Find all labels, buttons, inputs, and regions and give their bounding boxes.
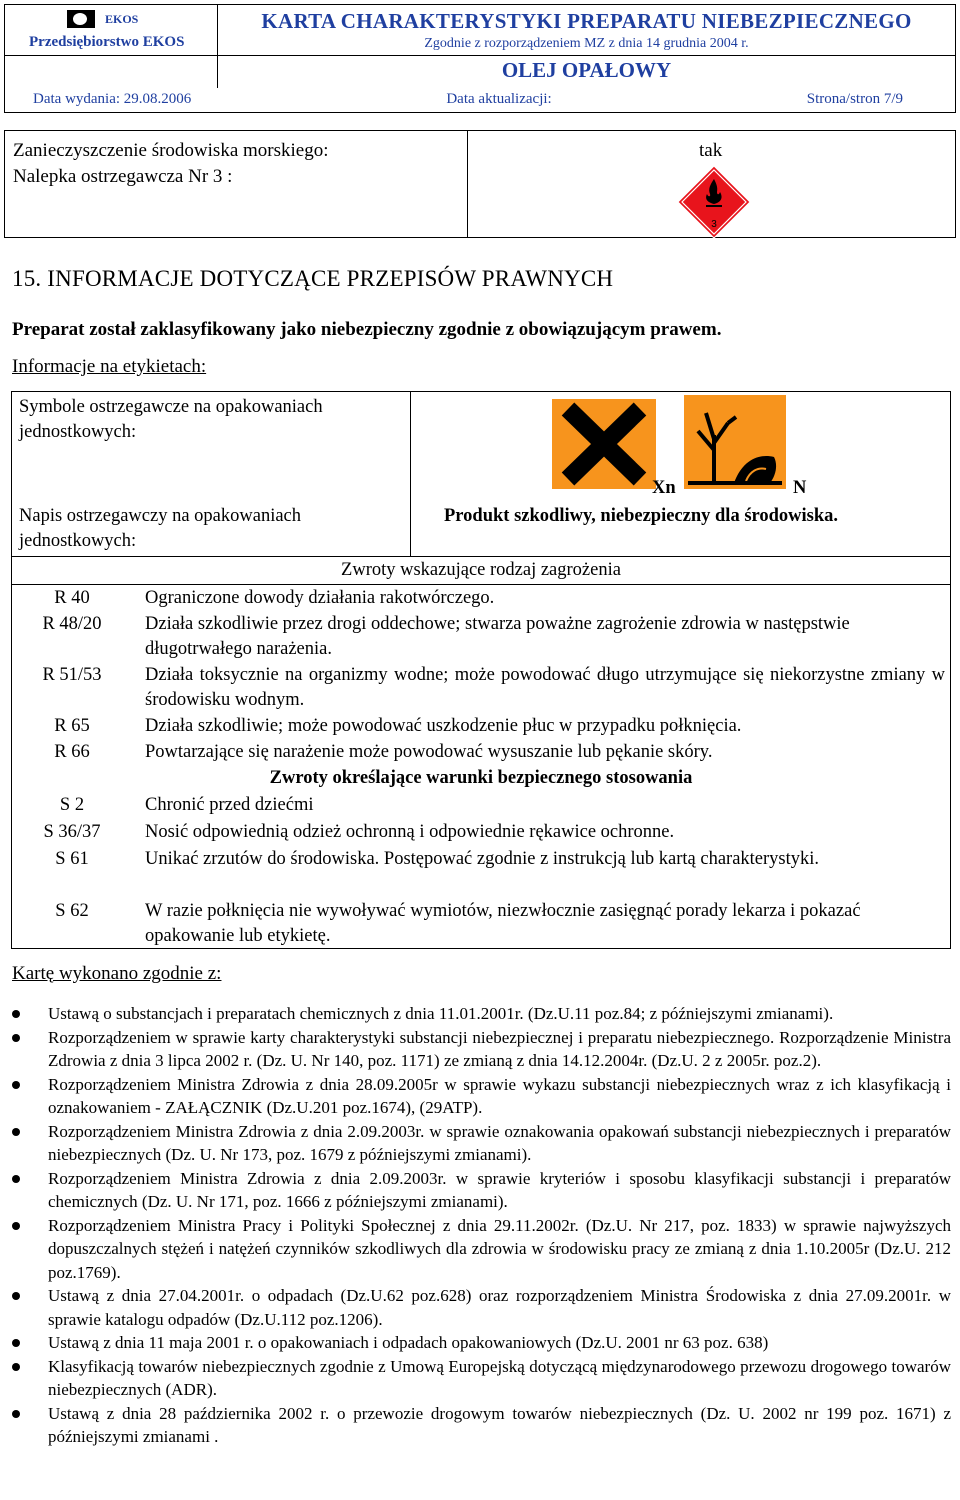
s-phrase-text: Chronić przed dziećmi — [145, 795, 314, 815]
s-phrase-code: S 61 — [55, 849, 89, 869]
issue-date: Data wydania: 29.08.2006 — [33, 91, 192, 108]
page-number: Strona/stron 7/9 — [806, 91, 903, 108]
logo-text: EKOS — [105, 12, 139, 26]
flammable-diamond-icon — [677, 165, 751, 239]
r-phrases-heading: Zwroty wskazujące rodzaj zagrożenia — [341, 560, 621, 580]
harmful-xn-icon — [552, 399, 656, 489]
marine-pollution-value: tak — [699, 140, 723, 161]
s-phrase-code: S 2 — [59, 795, 85, 815]
environment-n-icon — [684, 395, 786, 489]
r-phrase-text: Powtarzające się narażenie może powodować wysuszanie lub pękanie skóry. — [145, 742, 713, 762]
company-name: Przedsiębiorstwo EKOS — [29, 33, 185, 50]
document-subtitle: Zgodnie z rozporządzeniem MZ z dnia 14 grudnia 2004 r. — [424, 36, 749, 52]
list-item: Ustawą z dnia 11 maja 2001 r. o opakowaniach i odpadach opakowaniowych (Dz.U. 2001 nr 63 poz. 638) — [48, 1331, 951, 1355]
list-item: Rozporządzeniem w sprawie karty charakterystyki substancji niebezpiecznej i preparatu niebezpiecznego. Rozporządzenie Ministra Zdrowia z dnia 3 lipca 2002 r. (Dz. U. Nr 140, poz. 1171) ze zmianą z dnia 14.12.2004r. (Dz.U. 2 z 2005r. poz.2). — [48, 1026, 951, 1073]
section-heading: 15. INFORMACJE DOTYCZĄCE PRZEPISÓW PRAWNYCH — [12, 266, 614, 291]
symbols-label: Symbole ostrzegawcze na opakowaniach jednostkowych: — [19, 397, 323, 442]
r-phrase-text: Działa szkodliwie przez drogi oddechowe; stwarza poważne zagrożenie zdrowia w następstwie długotrwałego narażenia. — [145, 614, 850, 659]
update-date: Data aktualizacji: — [446, 91, 552, 108]
warning-text: Produkt szkodliwy, niebezpieczny dla środowiska. — [444, 506, 839, 526]
document-title: KARTA CHARAKTERYSTYKI PREPARATU NIEBEZPIECZNEGO — [261, 9, 912, 33]
s-phrase-text: Unikać zrzutów do środowiska. Postępować zgodnie z instrukcją lub kartą charakterystyki. — [145, 849, 820, 869]
r-phrase-text: Ograniczone dowody działania rakotwórczego. — [145, 588, 495, 608]
s-phrase-code: S 36/37 — [43, 822, 101, 842]
title-cell — [218, 5, 955, 55]
s-phrase-text: Nosić odpowiednią odzież ochronną i odpowiednie rękawice ochronne. — [145, 822, 675, 842]
r-phrase-code: R 66 — [54, 742, 90, 762]
marine-pollution-box — [4, 130, 956, 238]
labels-heading: Informacje na etykietach: — [12, 356, 207, 377]
list-item: Rozporządzeniem Ministra Zdrowia z dnia 2.09.2003r. w sprawie oznakowania opakowań substancji niebezpiecznych i preparatów niebezpiecznych (Dz. U. Nr 173, poz. 1679 z późniejszymi zmianami). — [48, 1120, 951, 1167]
s-phrases-heading: Zwroty określające warunki bezpiecznego stosowania — [269, 768, 693, 788]
list-item: Ustawą z dnia 28 października 2002 r. o przewozie drogowym towarów niebezpiecznych (Dz. U. 2002 nr 199 poz. 1671) z późniejszymi zmianami . — [48, 1402, 951, 1449]
product-name: OLEJ OPAŁOWY — [218, 56, 955, 88]
r-phrase-text: Działa szkodliwie; może powodować uszkodzenie płuc w przypadku połknięcia. — [145, 716, 742, 736]
r-phrase-code: R 48/20 — [42, 614, 102, 634]
s-phrase-text: W razie połknięcia nie wywoływać wymiotów, niezwłocznie zasięgnąć porady lekarza i pokazać opakowanie lub etykietę. — [145, 901, 861, 946]
classification-statement: Preparat został zaklasyfikowany jako niebezpieczny zgodnie z obowiązującym prawem. — [12, 319, 722, 340]
r-phrase-code: R 40 — [54, 588, 90, 608]
r-phrase-text: Działa toksycznie na organizmy wodne; może powodować długo utrzymujące się niekorzystne zmiany w środowisku wodnym. — [145, 665, 945, 710]
list-item: Rozporządzeniem Ministra Zdrowia z dnia 28.09.2005r w sprawie wykazu substancji niebezpiecznych wraz z ich klasyfikacją i oznakowaniem - ZAŁĄCZNIK (Dz.U.201 poz.1674), (29ATP). — [48, 1073, 951, 1120]
warning-text-label: Napis ostrzegawczy na opakowaniach jednostkowych: — [19, 506, 302, 551]
document-header — [4, 4, 956, 113]
list-item: Rozporządzeniem Ministra Pracy i Polityki Społecznej z dnia 29.11.2002r. (Dz.U. Nr 217, poz. 1833) w sprawie najwyższych dopuszczalnych stężeń i natężeń czynników szkodliwych dla zdrowia w środowisku pracy ze zmianą z dnia 1.10.2005r (Dz.U. 212 poz.1769). — [48, 1214, 951, 1285]
r-phrase-code: R 65 — [54, 716, 90, 736]
list-item: Klasyfikacją towarów niebezpiecznych zgodnie z Umową Europejską dotyczącą międzynarodowego przewozu drogowego towarów niebezpiecznych (ADR). — [48, 1355, 951, 1402]
symbol-xn-label: Xn — [652, 478, 676, 498]
warning-sticker-label: Nalepka ostrzegawcza Nr 3 : — [13, 166, 233, 187]
ekos-logo-icon — [67, 10, 95, 28]
symbol-n-label: N — [793, 478, 807, 498]
list-item: Rozporządzeniem Ministra Zdrowia z dnia 2.09.2003r. w sprawie kryteriów i sposobu klasyfikacji substancji i preparatów chemicznych (Dz. U. Nr 171, poz. 1666 z późniejszymi zmianami). — [48, 1167, 951, 1214]
list-item: Ustawą z dnia 27.04.2001r. o odpadach (Dz.U.62 poz.628) oraz rozporządzeniem Ministra Środowiska z dnia 27.09.2001r. w sprawie katalogu odpadów (Dz.U.112 poz.1206). — [48, 1284, 951, 1331]
legal-basis-list — [48, 1002, 951, 1449]
legal-basis-heading: Kartę wykonano zgodnie z: — [12, 963, 222, 984]
list-item: Ustawą o substancjach i preparatach chemicznych z dnia 11.01.2001r. (Dz.U.11 poz.84; z późniejszymi zmianami). — [48, 1002, 951, 1026]
r-phrase-code: R 51/53 — [42, 665, 102, 685]
diamond-number: 3 — [711, 219, 717, 230]
s-phrase-code: S 62 — [55, 901, 89, 921]
marine-pollution-label: Zanieczyszczenie środowiska morskiego: — [13, 140, 329, 161]
header-blank-cell — [5, 56, 217, 88]
company-logo-cell — [5, 5, 217, 55]
header-meta-row — [5, 88, 955, 112]
labels-table — [11, 391, 951, 949]
